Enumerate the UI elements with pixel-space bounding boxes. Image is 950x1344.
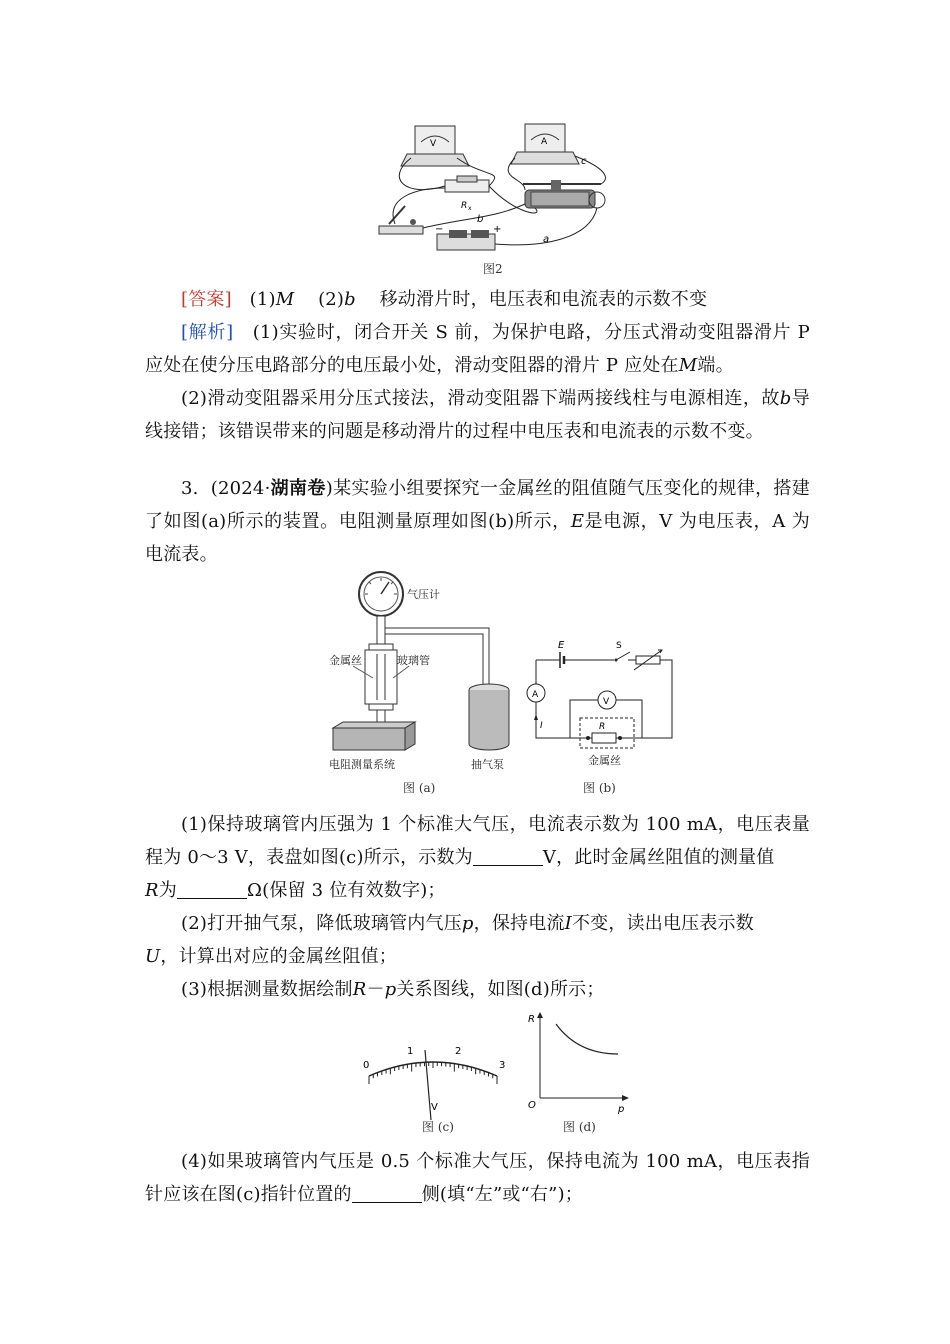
dial-tick-2: 2 (455, 1046, 462, 1057)
dial-ticks (369, 1062, 497, 1084)
battery-device (435, 224, 501, 250)
wire-c-label: c (581, 156, 587, 167)
figure-a-caption: 图 (a) (403, 781, 436, 795)
wire-label: 金属丝 (329, 654, 362, 667)
r-p-curve (556, 1024, 618, 1054)
sub2-var-i: I (564, 913, 572, 934)
gauge-label: 气压计 (407, 588, 440, 601)
sub1-text-a: (1)保持玻璃管内压强为 1 个标准大气压，电流表示数为 100 mA，电压表量程为 0～3 V，表盘如图(c)所示，示数为 (145, 814, 810, 868)
svg-text:V: V (430, 139, 437, 149)
figure-2-circuit (375, 118, 620, 278)
sub-question-3 (145, 973, 810, 1006)
sub2-text-a: (2)打开抽气泵，降低玻璃管内气压 (181, 913, 462, 934)
sub2-var-p: p (461, 913, 474, 934)
resistor-rx (445, 176, 489, 212)
sub3-var-p: p (384, 979, 397, 1000)
question-text-a: 某实验小组要探究一金属丝的阻值随气压变化的规律，搭建了如图(a)所示的装置。电阻测量原理如图(b)所示， (145, 478, 811, 532)
question-3-stem (145, 472, 810, 571)
question-number: 3. (181, 478, 199, 499)
voltmeter-device (401, 126, 469, 166)
figure-d-caption: 图 (d) (563, 1120, 596, 1134)
sub2-text-d: ，计算出对应的金属丝阻值； (160, 946, 397, 967)
analysis-tag: [解析] (181, 322, 234, 343)
question-source-end: ) (325, 478, 333, 499)
s-label: S (616, 641, 622, 651)
sub2-text-c: 不变，读出电压表示数 (571, 913, 754, 934)
question-text-b: 是电源，V 为电压表，A 为电流表。 (145, 511, 810, 565)
figure-c-caption: 图 (c) (422, 1120, 454, 1134)
sub4-text-a: (4)如果玻璃管内气压是 0.5 个标准大气压，保持电流为 100 mA，电压表指针应该在图(c)指针位置的 (145, 1151, 810, 1205)
i-label: I (540, 721, 543, 731)
wire-a-label: a (543, 234, 550, 245)
sub2-text-b: ，保持电流 (473, 913, 565, 934)
answer-blank-voltage[interactable] (473, 847, 543, 866)
sub-question-4 (145, 1145, 810, 1211)
analysis-p1-end: 端。 (697, 355, 734, 376)
r-label: R (599, 722, 606, 732)
svg-text:+: + (493, 224, 502, 235)
sub3-dash: － (366, 979, 385, 1000)
analysis-p2-text: (2)滑动变阻器采用分压式接法，滑动变阻器下端两接线柱与电源相连，故 (181, 388, 780, 409)
sub3-text-a: (3)根据测量数据绘制 (181, 979, 353, 1000)
analysis-paragraph-2 (145, 382, 810, 448)
question-source-name: 湖南卷 (270, 478, 326, 499)
question-source-year: (2024· (210, 478, 271, 499)
answer-part2-val: b (344, 289, 356, 310)
dial-tick-3: 3 (499, 1060, 506, 1071)
svg-text:x: x (468, 205, 472, 212)
pump-label: 抽气泵 (471, 758, 504, 771)
dial-tick-1: 1 (407, 1046, 414, 1057)
v-label: V (603, 697, 610, 707)
svg-text:−: − (435, 224, 444, 235)
answer-line (145, 283, 810, 316)
e-label: E (558, 640, 565, 651)
answer-blank-side[interactable] (352, 1184, 422, 1203)
analysis-p1-text: (1)实验时，闭合开关 S 前，为保护电路，分压式滑动变阻器滑片 P 应处在使分压电路部分的电压最小处，滑动变阻器的滑片 P 应处在 (145, 322, 810, 376)
sub3-var-r: R (352, 979, 367, 1000)
analysis-p1-var: M (678, 355, 698, 376)
sub2-var-u: U (145, 946, 161, 967)
switch-device (379, 206, 423, 234)
figure-2-caption: 图2 (483, 262, 503, 276)
tube-label: 玻璃管 (397, 654, 430, 667)
answer-part1-num: (1) (249, 289, 276, 310)
answer-text: 移动滑片时，电压表和电流表的示数不变 (379, 289, 708, 310)
sub1-text-d: Ω(保留 3 位有效数字)； (246, 880, 446, 901)
dial-tick-0: 0 (363, 1060, 370, 1071)
sub3-text-b: 关系图线，如图(d)所示； (396, 979, 605, 1000)
svg-text:A: A (541, 137, 548, 147)
figure-b-circuit (518, 638, 688, 768)
rheostat-device (523, 180, 605, 208)
question-var-e: E (570, 511, 585, 532)
analysis-paragraph-1 (145, 316, 810, 382)
figure-a-apparatus (325, 568, 515, 798)
answer-part2-num: (2) (318, 289, 345, 310)
svg-text:R: R (461, 201, 468, 211)
dial-unit: V (431, 1102, 438, 1113)
wire-b-label: b (477, 214, 484, 225)
sub1-text-b: V，此时金属丝阻值的测量值 (542, 847, 775, 868)
sub-question-2 (145, 907, 810, 973)
a-label: A (532, 690, 539, 700)
analysis-p2-var: b (779, 388, 792, 409)
answer-tag: [答案] (181, 289, 232, 310)
x-axis-label: p (618, 1104, 625, 1115)
figure-d-graph (522, 1008, 637, 1118)
system-label: 电阻测量系统 (329, 758, 395, 771)
metal-wire-label: 金属丝 (588, 754, 621, 767)
answer-blank-resistance[interactable] (177, 880, 247, 899)
answer-part1-val: M (275, 289, 295, 310)
sub-question-1 (145, 808, 810, 907)
ammeter-device (511, 124, 579, 164)
sub1-var-r: R (145, 880, 159, 901)
origin-label: O (528, 1100, 536, 1111)
analysis-p2-end: 导线接错；该错误带来的问题是移动滑片的过程中电压表和电流表的示数不变。 (145, 388, 810, 442)
sub1-text-c: 为 (158, 880, 177, 901)
y-axis-label: R (528, 1014, 535, 1025)
sub4-text-b: 侧(填“左”或“右”)； (421, 1184, 583, 1205)
figure-b-caption: 图 (b) (583, 781, 616, 795)
